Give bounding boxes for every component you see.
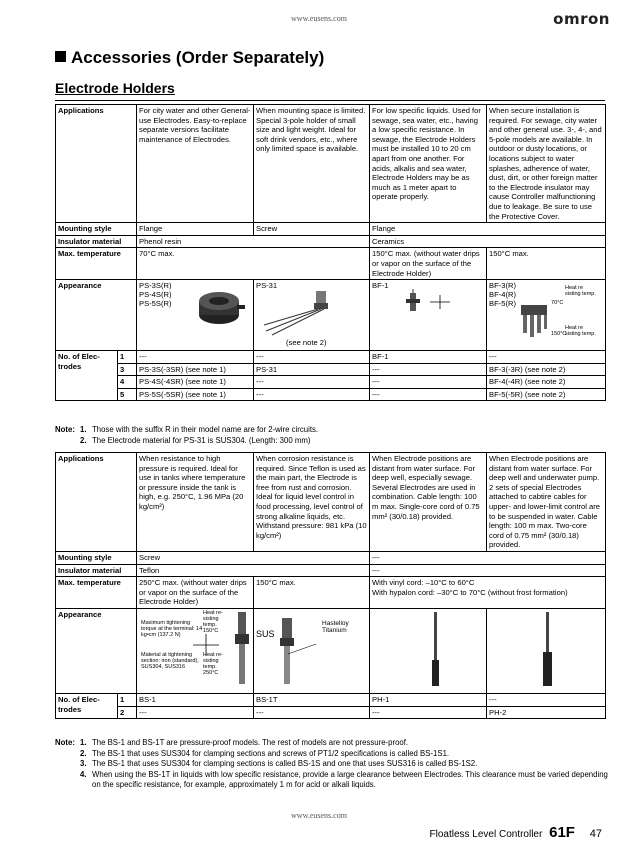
note-text: The Electrode material for PS-31 is SUS304. (Length: 300 mm) (92, 435, 311, 445)
appearance-ph1 (370, 608, 487, 693)
label-mounting-style: Mounting style (56, 223, 137, 236)
model-label: BF-5(R) (489, 299, 517, 309)
footer-url: www.eusens.com (291, 811, 347, 820)
note-label (55, 770, 80, 791)
table-row (56, 376, 606, 389)
page-title (55, 48, 324, 68)
note-number: 1. (80, 738, 87, 747)
heat-label: Heat re-sisting temp. 150°C (203, 609, 223, 634)
bs1t-holder-image (278, 614, 318, 688)
material-note: Material at tightening section: iron (standard), SUS304, SUS316 (141, 651, 199, 670)
table-cell: --- (370, 706, 487, 719)
table-cell: Phenol resin (137, 235, 370, 248)
heat-label: Heat re sisting temp. (565, 325, 596, 338)
see-note-2: (see note 2) (286, 338, 327, 348)
note-item (55, 770, 615, 791)
note-number: 1. (80, 425, 87, 434)
table-cell: When secure installation is required. For sewage, city water and other general use. 3-, 4-, and 5-pole models are available. In outdoor or dusty locations, or locations subject to water splashes, adherence of water, dust, dirt, or other foreign matter to the Electrode insulator may cause Controller malfunctioning due to leakage. Be sure to use the Protective Cover. (487, 105, 606, 223)
note-item (55, 425, 615, 436)
table-cell: 250°C max. (without water drips or vapor on the surface of the Electrode Holder) (137, 577, 254, 609)
table-cell: BS-1T (254, 693, 370, 706)
model-label: PS-5S(R) (139, 299, 172, 309)
label-max-temp: Max. temperature (56, 248, 137, 280)
table-cell: BF-5(-5R) (see note 2) (487, 388, 606, 401)
label-no-electrodes: No. of Elec-trodes (56, 351, 118, 401)
table-cell: --- (254, 351, 370, 364)
page-footer (430, 824, 603, 841)
ps-holder-image (191, 287, 247, 327)
table-row (56, 577, 606, 609)
electrode-holders-table-2 (55, 452, 606, 719)
table-cell: BS-1 (137, 693, 254, 706)
table-cell: For low specific liquids. Used for sewage, sea water, etc., having a low specific resistance. In sewage, the Electrode Holders must be installed 10 to 20 cm apart from one another. For acids, alkalis and sea water, Electrode Holders may be as much as 1 meter apart to operate properly. (370, 105, 487, 223)
electrode-count: 5 (118, 388, 137, 401)
heat-label: Heat re-sisting temp. 250°C (203, 651, 223, 676)
table-cell: --- (370, 551, 606, 564)
temp-hypalon: With hypalon cord: –30°C to 70°C (without frost formation) (372, 587, 568, 597)
table-row (56, 351, 606, 364)
table-cell: Teflon (137, 564, 370, 577)
model-label: BF-4(R) (489, 290, 517, 300)
table-cell: --- (487, 693, 606, 706)
table-cell: When corrosion resistance is required. Since Teflon is used as the main part, the Electrode is free from rust and corrosion. Ideal for liquid level control in food processing, level control of strong alkaline liquids, etc. Withstand pressure: 981 kPa (10 kg/cm²) (254, 453, 370, 552)
header-url: www.eusens.com (291, 14, 347, 23)
crosshair-icon (191, 634, 221, 656)
bs1-holder-image (231, 612, 253, 688)
section-title: Electrode Holders (55, 80, 175, 96)
heat-value: 70°C (551, 300, 564, 307)
table-cell: For city water and other General-use Electrodes. Easy-to-replace separate versions facilitate maintenance of Electrodes. (137, 105, 254, 223)
note-text: When using the BS-1T in liquids with low specific resistance, provide a large clearance between Electrodes. This clearance must be varied depending on the specific resistance, for example, approximately 1 m for acid or alkali liquids. (92, 769, 608, 789)
appearance-bf1 (370, 280, 487, 351)
table-cell: Screw (254, 223, 370, 236)
table-cell: PS-5S(-5SR) (see note 1) (137, 388, 254, 401)
note-item (55, 436, 615, 447)
footer-model: 61F (549, 824, 575, 841)
note-text: Those with the suffix R in their model name are for 2-wire circuits. (92, 425, 319, 434)
table-cell: When Electrode positions are distant from water surface. For deep well and underwater pump. 2 sets of special Electrodes attached to cabtire cables for upper- and lower-limit control are to be suspended in water. Cable length: 100 m max. Two-core cord of 0.75 mm² (30/0.18) provided. (487, 453, 606, 552)
label-applications: Applications (56, 453, 137, 552)
label-appearance: Appearance (56, 280, 137, 351)
table-cell: BF-3(-3R) (see note 2) (487, 363, 606, 376)
electrode-count: 3 (118, 363, 137, 376)
note-text: The BS-1 and BS-1T are pressure-proof models. The rest of models are not pressure-proof. (92, 738, 409, 747)
page-title-text: Accessories (Order Separately) (71, 48, 325, 67)
electrode-count: 1 (118, 693, 137, 706)
page-number: 47 (589, 828, 602, 840)
note-item (55, 759, 615, 770)
table-cell: Screw (137, 551, 370, 564)
table-cell: When mounting space is limited. Special 3-pole holder of small size and light weight. Ideal for soft drink vendors, etc., where only limited space is available. (254, 105, 370, 223)
table-row (56, 693, 606, 706)
temp-vinyl: With vinyl cord: –10°C to 60°C (372, 578, 475, 588)
note-item (55, 749, 615, 760)
table-cell: 150°C max. (487, 248, 606, 280)
label-appearance: Appearance (56, 608, 137, 693)
note-number: 2. (80, 435, 87, 445)
table-row (56, 248, 606, 280)
note-label (55, 759, 80, 770)
electrode-count: 1 (118, 351, 137, 364)
table-row (56, 363, 606, 376)
table-cell: PS-3S(-3SR) (see note 1) (137, 363, 254, 376)
model-label: BF-3(R) (489, 281, 517, 291)
table-row (56, 280, 606, 351)
table-row (56, 453, 606, 552)
ph1-electrode-image (430, 612, 442, 688)
table-row (56, 105, 606, 223)
appearance-bs1 (137, 608, 254, 693)
bf1-holder-image (400, 287, 460, 317)
model-label: PS-3S(R) (139, 281, 172, 291)
titanium-label: Titanium (322, 626, 347, 634)
note-text: The BS-1 that uses SUS304 for clamping sections is called BS-1S and one that uses SUS316 is called BS-1S2. (92, 759, 478, 768)
electrode-count: 4 (118, 376, 137, 389)
table-row (56, 608, 606, 693)
label-applications: Applications (56, 105, 137, 223)
note-label (55, 436, 80, 447)
table-cell: 150°C max. (without water drips or vapor on the surface of the Electrode Holder) (370, 248, 487, 280)
table-cell: --- (137, 351, 254, 364)
table-cell: Ceramics (370, 235, 606, 248)
label-mounting-style: Mounting style (56, 551, 137, 564)
table-cell (370, 577, 606, 609)
note-label: Note: (55, 738, 75, 747)
label-max-temp: Max. temperature (56, 577, 137, 609)
table-cell: Flange (137, 223, 254, 236)
table-cell: --- (487, 351, 606, 364)
table-cell: --- (137, 706, 254, 719)
model-label: PS-31 (256, 281, 278, 291)
table-cell: BF-1 (370, 351, 487, 364)
table-cell: 70°C max. (137, 248, 370, 280)
label-no-electrodes: No. of Elec-trodes (56, 693, 118, 718)
table-cell: PS-4S(-4SR) (see note 1) (137, 376, 254, 389)
model-label: BF-1 (372, 281, 389, 291)
appearance-bs1t (254, 608, 370, 693)
note-item (55, 738, 615, 749)
appearance-bf (487, 280, 606, 351)
omron-logo: omron (553, 10, 610, 28)
electrode-holders-table-1 (55, 104, 606, 401)
table-cell: --- (370, 564, 606, 577)
table-cell: --- (370, 388, 487, 401)
note-number: 2. (80, 748, 87, 758)
heat-label: Heat re sisting temp. (565, 285, 596, 298)
table-row (56, 223, 606, 236)
appearance-ps31 (254, 280, 370, 351)
notes-2 (55, 738, 615, 791)
label-insulator: Insulator material (56, 564, 137, 577)
table-cell: When resistance to high pressure is required. Ideal for use in tanks where temperature or pressure inside the tank is high, e.g. 250°C, 1.96 MPa (20 kg/cm²) (137, 453, 254, 552)
table-row (56, 551, 606, 564)
model-label: PS-4S(R) (139, 290, 172, 300)
note-text: The BS-1 that uses SUS304 for clamping sections and screws of PT1/2 specifications is called BS-1S1. (92, 748, 450, 758)
appearance-ph2 (487, 608, 606, 693)
ph2-electrode-image (541, 612, 555, 688)
footer-product: Floatless Level Controller (429, 829, 543, 840)
sus-label: SUS (256, 628, 275, 639)
table-cell: --- (370, 376, 487, 389)
table-cell: --- (254, 706, 370, 719)
table-cell: --- (254, 376, 370, 389)
table-cell: When Electrode positions are distant from water surface. For deep well, especially sewage. Several Electrodes are used in combination. Cable length: 100 m max. Single-core cord of 0.75 mm² (30/0.18) provided. (370, 453, 487, 552)
table-cell: PH-1 (370, 693, 487, 706)
torque-note: Maximum tightening torque at the terminal: 14 kg•cm (137.2 N) (141, 619, 203, 638)
table-row (56, 388, 606, 401)
note-number: 4. (80, 769, 87, 779)
table-cell: 150°C max. (254, 577, 370, 609)
label-insulator: Insulator material (56, 235, 137, 248)
section-rule (55, 100, 605, 101)
table-cell: --- (370, 363, 487, 376)
table-cell: Flange (370, 223, 606, 236)
table-cell: --- (254, 388, 370, 401)
heat-value: 150°C (551, 331, 567, 338)
table-cell: PH-2 (487, 706, 606, 719)
hastelloy-label: Hastelloy (322, 619, 349, 627)
ps31-holder-image (258, 289, 338, 337)
bf-holder-image (517, 303, 557, 347)
table-row (56, 235, 606, 248)
table-row (56, 706, 606, 719)
note-number: 3. (80, 759, 87, 768)
appearance-ps (137, 280, 254, 351)
table-cell: PS-31 (254, 363, 370, 376)
note-label (55, 749, 80, 760)
table-row (56, 564, 606, 577)
table-cell: BF-4(-4R) (see note 2) (487, 376, 606, 389)
note-label: Note: (55, 425, 75, 434)
square-bullet-icon (55, 51, 66, 62)
notes-1 (55, 425, 615, 446)
electrode-count: 2 (118, 706, 137, 719)
